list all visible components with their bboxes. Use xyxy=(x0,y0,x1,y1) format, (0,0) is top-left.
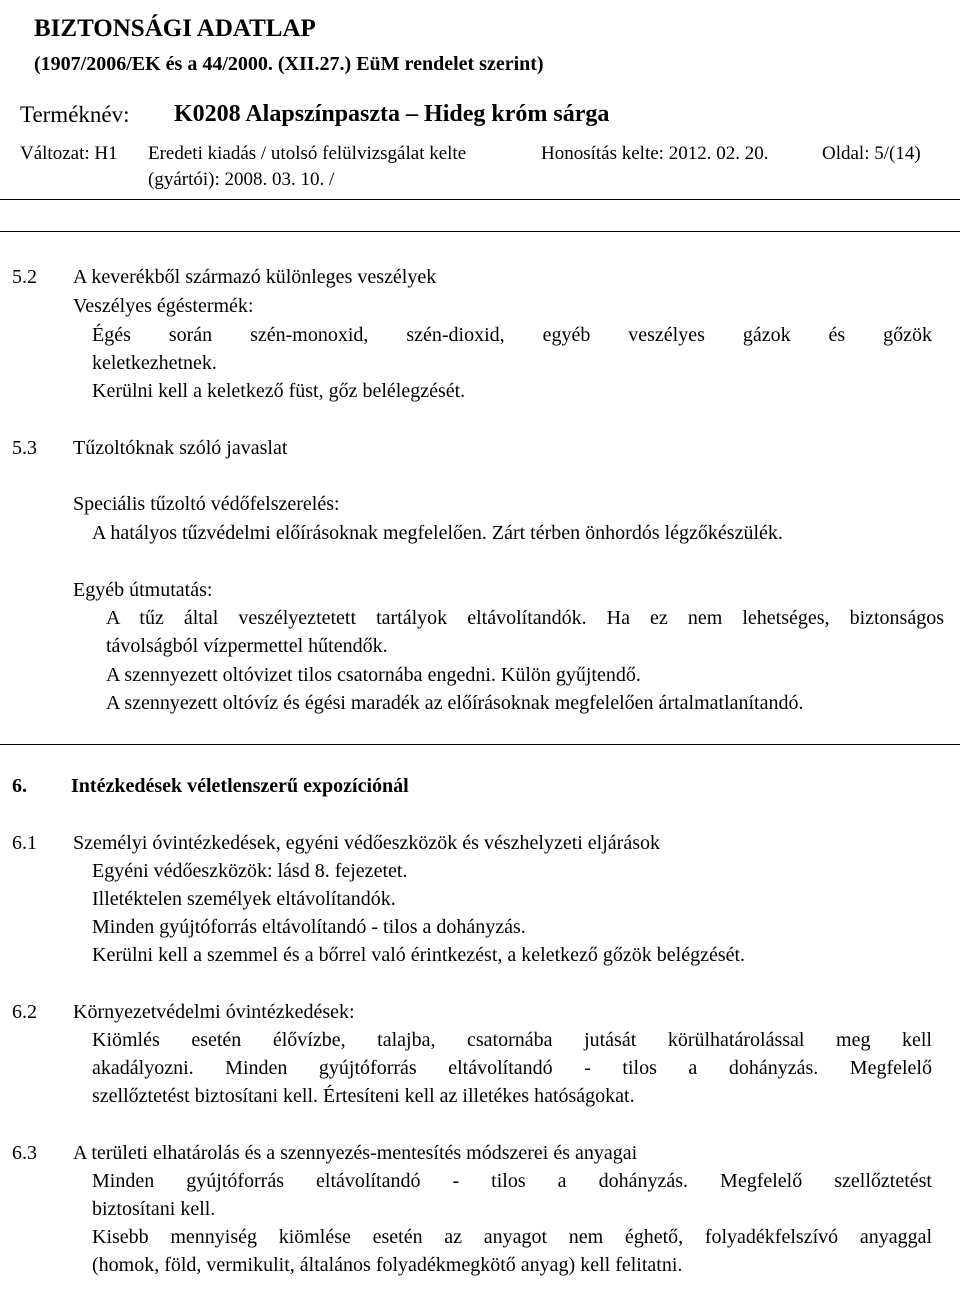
product-label: Terméknév: xyxy=(20,102,130,127)
section-6-1-line: Kerülni kell a szemmel és a bőrrel való érintkezést, a keletkező gőzök belégzését. xyxy=(92,944,746,966)
section-6-2-line: szellőztetést biztosítani kell. Értesíteni kell az illetékes hatóságokat. xyxy=(92,1085,635,1107)
issue-date: (gyártói): 2008. 03. 10. / xyxy=(148,169,335,190)
section-5-2-line: keletkezhetnek. xyxy=(92,352,217,374)
section-6-3-line: Kisebb mennyiség kiömlése esetén az anyagot nem éghető, folyadékfelszívó anyaggal xyxy=(92,1226,932,1248)
section-6-3-line: biztosítani kell. xyxy=(92,1198,216,1220)
section-5-3-title: Tűzoltóknak szóló javaslat xyxy=(73,437,288,459)
section-6-1-line: Illetéktelen személyek eltávolítandók. xyxy=(92,888,396,910)
section-6-1-line: Egyéni védőeszközök: lásd 8. fejezetet. xyxy=(92,860,408,882)
section-6-3-line: Minden gyújtóforrás eltávolítandó - tilos a dohányzás. Megfelelő szellőztetést xyxy=(92,1170,932,1192)
section-5-2-line: Égés során szén-monoxid, szén-dioxid, egyéb veszélyes gázok és gőzök xyxy=(92,324,932,346)
section-6-1-line: Minden gyújtóforrás eltávolítandó - tilos a dohányzás. xyxy=(92,916,526,938)
section-5-3-number: 5.3 xyxy=(12,437,37,459)
section-6-1-number: 6.1 xyxy=(12,832,37,854)
section-6-title: Intézkedések véletlenszerű expozíciónál xyxy=(71,775,409,797)
section-6-2-title: Környezetvédelmi óvintézkedések: xyxy=(73,1001,355,1023)
section-5-2-number: 5.2 xyxy=(12,266,37,288)
section-5-3-line: A hatályos tűzvédelmi előírásoknak megfelelően. Zárt térben önhordós légzőkészülék. xyxy=(92,522,783,544)
section-5-3-line: A szennyezett oltóvizet tilos csatornába engedni. Külön gyűjtendő. xyxy=(106,664,641,686)
section-6-3-line: (homok, föld, vermikulit, általános folyadékmegkötő anyag) kell felitatni. xyxy=(92,1254,683,1276)
section-5-3-line: A szennyezett oltóvíz és égési maradék az előírásoknak megfelelően ártalmatlanítandó. xyxy=(106,692,804,714)
section-6-number: 6. xyxy=(12,775,27,797)
section-5-2-subheading: Veszélyes égéstermék: xyxy=(73,295,254,317)
regulation-subtitle: (1907/2006/EK és a 44/2000. (XII.27.) EüM rendelet szerint) xyxy=(34,53,544,75)
approval-date: Honosítás kelte: 2012. 02. 20. xyxy=(541,143,769,164)
section-6-2-line: Kiömlés esetén élővízbe, talajba, csatornába jutását körülhatárolással meg kell xyxy=(92,1029,932,1051)
issue-label: Eredeti kiadás / utolsó felülvizsgálat kelte xyxy=(148,143,467,164)
section-5-3-subheading: Speciális tűzoltó védőfelszerelés: xyxy=(73,493,340,515)
section-5-2-line: Kerülni kell a keletkező füst, gőz belélegzését. xyxy=(92,380,466,402)
section-6-2-number: 6.2 xyxy=(12,1001,37,1023)
section-6-1-title: Személyi óvintézkedések, egyéni védőeszközök és vészhelyzeti eljárások xyxy=(73,832,660,854)
header-bottom-divider xyxy=(0,231,960,232)
section-6-3-title: A területi elhatárolás és a szennyezés-mentesítés módszerei és anyagai xyxy=(73,1142,638,1164)
header-top-divider xyxy=(0,199,960,200)
section-6-3-number: 6.3 xyxy=(12,1142,37,1164)
section-5-3-line: A tűz által veszélyeztetett tartályok eltávolítandók. Ha ez nem lehetséges, biztonságos xyxy=(106,607,944,629)
version: Változat: H1 xyxy=(20,143,118,164)
document-title: BIZTONSÁGI ADATLAP xyxy=(34,15,316,42)
product-name: K0208 Alapszínpaszta – Hideg króm sárga xyxy=(174,101,610,127)
section-divider xyxy=(0,744,960,745)
section-5-3-line: távolságból vízpermettel hűtendők. xyxy=(106,635,388,657)
section-5-3-subheading: Egyéb útmutatás: xyxy=(73,579,213,601)
section-5-2-title: A keverékből származó különleges veszélyek xyxy=(73,266,437,288)
page-number: Oldal: 5/(14) xyxy=(822,143,921,164)
section-6-2-line: akadályozni. Minden gyújtóforrás eltávolítandó - tilos a dohányzás. Megfelelő xyxy=(92,1057,932,1079)
